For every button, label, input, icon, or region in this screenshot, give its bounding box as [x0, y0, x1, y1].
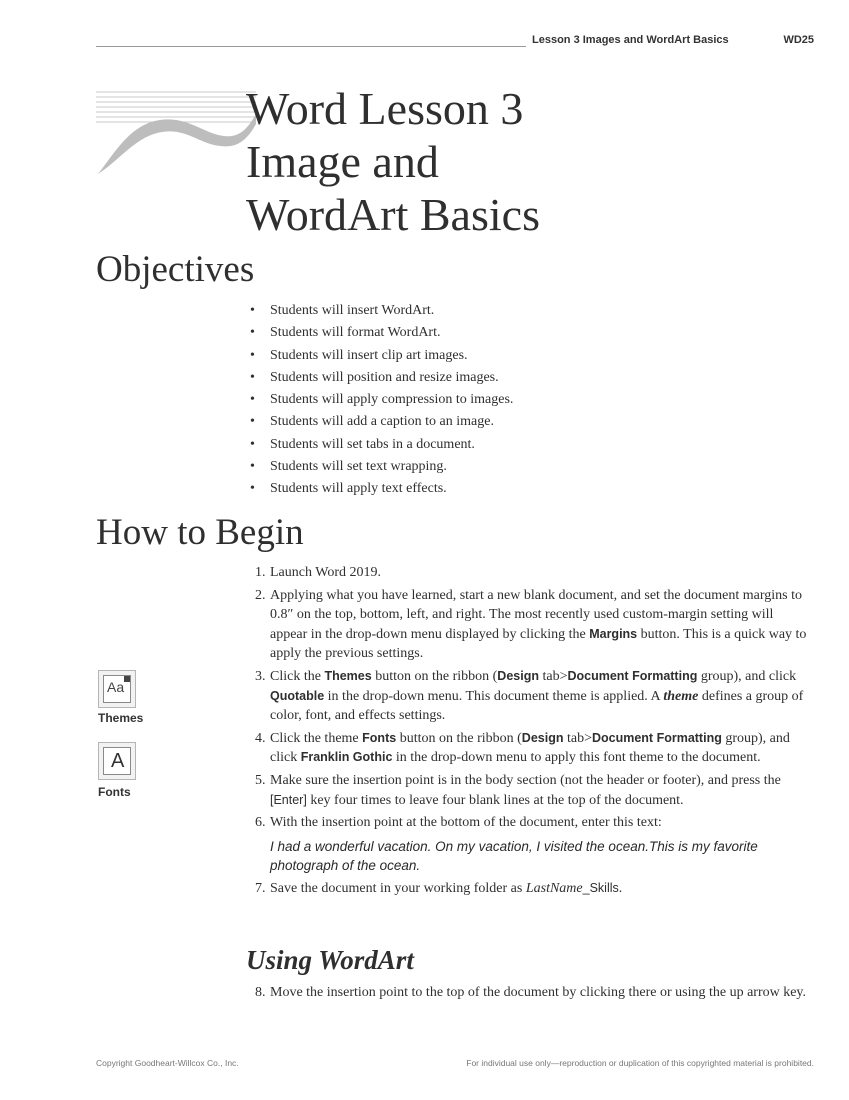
themes-icon-face — [103, 675, 131, 703]
step-number: 3. — [255, 668, 266, 684]
enter-key-ref: [Enter] — [270, 792, 307, 807]
step-text: Click the — [270, 668, 325, 684]
fonts-icon-face — [103, 747, 131, 775]
step-3 — [246, 667, 814, 726]
design-tab-ref: Design — [497, 668, 539, 683]
step-8 — [246, 983, 814, 1003]
footer-notice: For individual use only—reproduction or duplication of this copyrighted material is prohibited. — [466, 1058, 814, 1068]
step-number: 8. — [255, 985, 266, 1000]
step-text: button on the ribbon ( — [371, 668, 498, 684]
header-page-number: WD25 — [783, 34, 814, 46]
step-number: 5. — [255, 772, 266, 788]
page-header — [96, 34, 814, 50]
step-2 — [246, 586, 814, 664]
step-text: Make sure the insertion point is in the body section (not the header or footer), and press the — [270, 772, 781, 788]
step-text: Launch Word 2019. — [270, 565, 381, 580]
fonts-icon — [98, 742, 136, 780]
text-to-enter: I had a wonderful vacation. On my vacation, I visited the ocean.This is my favorite photograph of the ocean. — [270, 838, 758, 874]
step-number: 1. — [255, 565, 266, 580]
step-text: tab> — [563, 730, 592, 746]
objective-item: • Students will position and resize images. — [246, 367, 513, 389]
how-to-begin-heading: How to Begin — [96, 512, 304, 553]
themes-icon-corner — [124, 676, 130, 682]
step-text: button. This is a quick way to apply the previous settings. — [270, 626, 807, 662]
objective-item: • Students will add a caption to an image. — [246, 411, 513, 433]
objectives-heading: Objectives — [96, 249, 255, 290]
objective-item: • Students will set tabs in a document. — [246, 434, 513, 456]
objective-item: • Students will format WordArt. — [246, 322, 513, 344]
step-6 — [246, 813, 814, 876]
step-number: 4. — [255, 730, 266, 746]
lesson-title-line: WordArt Basics — [246, 189, 540, 240]
how-to-begin-steps — [246, 563, 814, 901]
step-text: group), and click — [270, 730, 790, 766]
step-text: Save the document in your working folder as — [270, 880, 526, 896]
objective-item: • Students will apply compression to images. — [246, 389, 513, 411]
lesson-title-line: Word Lesson 3 — [246, 83, 524, 134]
using-wordart-steps — [246, 983, 814, 1003]
objective-item: • Students will insert WordArt. — [246, 300, 513, 322]
document-formatting-group-ref: Document Formatting — [591, 730, 722, 745]
skills-filename-ref: _Skills — [582, 880, 619, 895]
step-text: . — [618, 880, 623, 896]
fonts-icon-glyph: A — [111, 750, 125, 772]
themes-button-ref: Themes — [324, 668, 372, 683]
fonts-button-ref: Fonts — [362, 730, 397, 745]
document-formatting-group-ref: Document Formatting — [567, 668, 698, 683]
themes-icon-label: Themes — [98, 711, 144, 725]
theme-term: theme — [663, 688, 699, 704]
step-text: in the drop-down menu to apply this font theme to the document. — [392, 750, 761, 766]
franklin-gothic-option-ref: Franklin Gothic — [300, 750, 393, 765]
lesson-title — [246, 82, 540, 241]
objective-item: • Students will set text wrapping. — [246, 456, 513, 478]
lesson-title-line: Image and — [246, 136, 439, 187]
step-number: 6. — [255, 815, 266, 831]
step-text: button on the ribbon ( — [396, 730, 522, 746]
themes-icon-glyph: Aa — [107, 679, 125, 695]
step-text: With the insertion point at the bottom of the document, enter this text: — [270, 815, 662, 831]
step-5 — [246, 771, 814, 810]
decorative-swoosh-graphic — [96, 84, 256, 178]
using-wordart-heading: Using WordArt — [246, 945, 414, 975]
step-7 — [246, 879, 814, 899]
step-text: Move the insertion point to the top of the document by clicking there or using the up arrow key. — [270, 985, 807, 1000]
step-4 — [246, 729, 814, 768]
quotable-option-ref: Quotable — [270, 688, 325, 703]
step-number: 7. — [255, 880, 266, 896]
objectives-list — [246, 300, 513, 501]
step-text: defines a group of color, font, and effects settings. — [270, 688, 804, 724]
step-text: key four times to leave four blank lines at the top of the document. — [306, 792, 684, 808]
objective-item: • Students will insert clip art images. — [246, 345, 513, 367]
step-text: tab> — [538, 668, 568, 684]
step-text: Click the theme — [270, 730, 363, 746]
design-tab-ref: Design — [521, 730, 564, 745]
step-text: in the drop-down menu. This document theme is applied. A — [324, 688, 664, 704]
fonts-icon-label: Fonts — [98, 785, 131, 799]
footer-copyright: Copyright Goodheart-Willcox Co., Inc. — [96, 1058, 239, 1068]
header-rule — [96, 46, 526, 47]
step-1 — [246, 563, 814, 583]
margins-button-ref: Margins — [589, 626, 638, 641]
step-text: group), and click — [697, 668, 797, 684]
themes-icon — [98, 670, 136, 708]
lastname-placeholder: LastName — [525, 880, 583, 896]
step-number: 2. — [255, 587, 266, 603]
header-lesson-title: Lesson 3 Images and WordArt Basics — [532, 34, 729, 46]
step-text: Applying what you have learned, start a new blank document, and set the document margins to 0.8″ on the top, bottom, left, and right. The most recently used custom-margin setting will appear in the drop-down menu displayed by clicking the — [270, 587, 802, 642]
objective-item: • Students will apply text effects. — [246, 478, 513, 500]
